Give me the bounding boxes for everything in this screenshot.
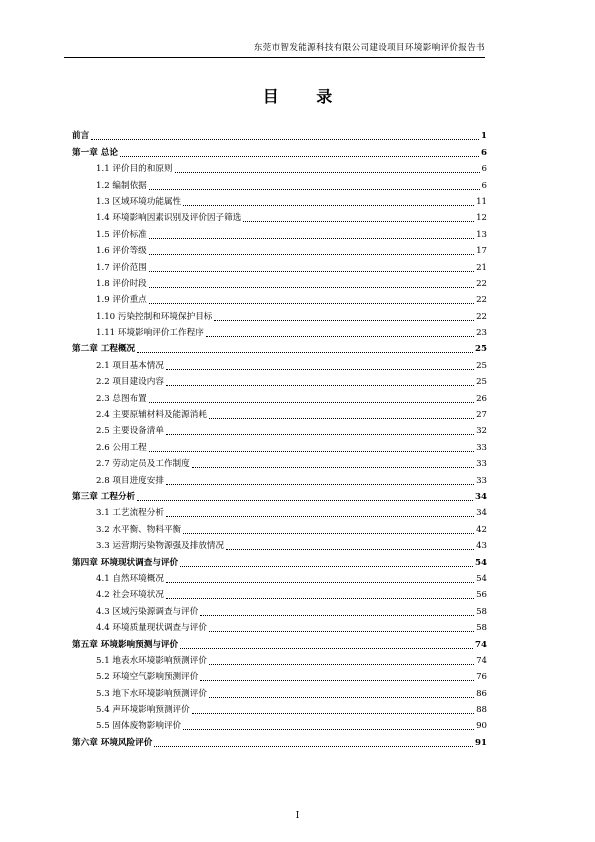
toc-entry-page: 54 bbox=[475, 557, 487, 568]
toc-entry-page: 86 bbox=[476, 688, 487, 699]
toc-entry[interactable] bbox=[72, 683, 487, 699]
toc-entry[interactable] bbox=[72, 716, 487, 732]
toc-entry-page: 1 bbox=[481, 131, 487, 142]
dot-leader bbox=[149, 402, 474, 403]
toc-entry-label: 1.7 评价范围 bbox=[96, 262, 147, 273]
dot-leader bbox=[206, 336, 474, 337]
toc-entry-label: 4.2 社会环境状况 bbox=[96, 590, 164, 601]
toc-entry-label: 1.11 环境影响评价工作程序 bbox=[96, 328, 204, 339]
toc-entry[interactable] bbox=[72, 618, 487, 634]
toc-entry-page: 17 bbox=[476, 246, 487, 257]
toc-entry[interactable] bbox=[72, 667, 487, 683]
toc-entry-label: 2.4 主要原辅材料及能源消耗 bbox=[96, 410, 207, 421]
toc-entry-page: 88 bbox=[476, 705, 487, 716]
toc-entry-page: 6 bbox=[481, 180, 487, 191]
dot-leader bbox=[200, 615, 474, 616]
toc-entry-page: 22 bbox=[476, 311, 487, 322]
toc-entry-page: 26 bbox=[476, 393, 487, 404]
toc-entry[interactable] bbox=[72, 601, 487, 617]
dot-leader bbox=[137, 352, 473, 353]
toc-entry[interactable] bbox=[72, 159, 487, 175]
dot-leader bbox=[149, 287, 474, 288]
dot-leader bbox=[149, 189, 480, 190]
toc-entry-page: 23 bbox=[476, 328, 487, 339]
toc-entry-page: 43 bbox=[476, 541, 487, 552]
toc-entry-label: 第二章 工程概况 bbox=[72, 344, 136, 355]
dot-leader bbox=[175, 172, 480, 173]
toc-entry[interactable] bbox=[72, 355, 487, 371]
toc-entry[interactable] bbox=[72, 421, 487, 437]
toc-entry[interactable] bbox=[72, 651, 487, 667]
toc-entry-label: 2.5 主要设备清单 bbox=[96, 426, 164, 437]
toc-entry-page: 6 bbox=[481, 164, 487, 175]
toc-entry-page: 58 bbox=[476, 623, 487, 634]
toc-entry-page: 32 bbox=[476, 426, 487, 437]
dot-leader bbox=[149, 451, 474, 452]
toc-entry-label: 5.3 地下水环境影响预测评价 bbox=[96, 688, 207, 699]
dot-leader bbox=[166, 516, 474, 517]
toc-entry[interactable] bbox=[72, 126, 487, 142]
toc-entry-label: 1.8 评价时段 bbox=[96, 278, 147, 289]
dot-leader bbox=[180, 566, 473, 567]
dot-leader bbox=[149, 271, 474, 272]
toc-entry-page: 33 bbox=[476, 442, 487, 453]
toc-entry[interactable] bbox=[72, 634, 487, 650]
dot-leader bbox=[183, 533, 474, 534]
toc-entry-page: 33 bbox=[476, 459, 487, 470]
toc-entry-label: 1.3 区域环境功能属性 bbox=[96, 196, 182, 207]
toc-entry-label: 前言 bbox=[72, 131, 90, 142]
toc-entry[interactable] bbox=[72, 257, 487, 273]
dot-leader bbox=[166, 369, 474, 370]
toc-entry[interactable] bbox=[72, 274, 487, 290]
dot-leader bbox=[192, 713, 474, 714]
toc-entry[interactable] bbox=[72, 290, 487, 306]
toc-entry[interactable] bbox=[72, 388, 487, 404]
toc-entry-page: 33 bbox=[476, 475, 487, 486]
toc-entry-label: 1.5 评价标准 bbox=[96, 229, 147, 240]
toc-entry-label: 第五章 环境影响预测与评价 bbox=[72, 639, 179, 650]
toc-entry-page: 21 bbox=[476, 262, 487, 273]
toc-entry-page: 6 bbox=[481, 147, 487, 158]
toc-entry[interactable] bbox=[72, 503, 487, 519]
toc-entry[interactable] bbox=[72, 208, 487, 224]
toc-entry[interactable] bbox=[72, 224, 487, 240]
toc-entry-page: 27 bbox=[476, 410, 487, 421]
dot-leader bbox=[209, 664, 474, 665]
dot-leader bbox=[209, 631, 474, 632]
toc-entry-page: 22 bbox=[476, 295, 487, 306]
toc-entry-page: 42 bbox=[476, 524, 487, 535]
dot-leader bbox=[183, 205, 474, 206]
toc-entry[interactable] bbox=[72, 142, 487, 158]
toc-entry[interactable] bbox=[72, 700, 487, 716]
toc-entry[interactable] bbox=[72, 339, 487, 355]
toc-entry-page: 74 bbox=[476, 655, 487, 666]
page-header bbox=[64, 41, 485, 58]
dot-leader bbox=[137, 500, 473, 501]
toc-entry-page: 25 bbox=[475, 344, 487, 355]
toc-entry-label: 1.2 编制依据 bbox=[96, 180, 147, 191]
toc-entry-page: 25 bbox=[476, 377, 487, 388]
toc-entry-page: 56 bbox=[476, 590, 487, 601]
toc-entry-label: 5.5 固体废物影响评价 bbox=[96, 721, 182, 732]
toc-entry-page: 54 bbox=[476, 573, 487, 584]
dot-leader bbox=[166, 434, 474, 435]
toc-entry-label: 1.4 环境影响因素识别及评价因子筛选 bbox=[96, 213, 242, 224]
dot-leader bbox=[149, 238, 474, 239]
toc-entry-label: 第四章 环境现状调查与评价 bbox=[72, 557, 179, 568]
table-of-contents bbox=[72, 126, 487, 749]
toc-entry[interactable] bbox=[72, 454, 487, 470]
dot-leader bbox=[209, 697, 474, 698]
toc-entry[interactable] bbox=[72, 405, 487, 421]
toc-entry[interactable] bbox=[72, 585, 487, 601]
toc-entry-page: 34 bbox=[476, 508, 487, 519]
toc-entry[interactable] bbox=[72, 437, 487, 453]
toc-entry-label: 第三章 工程分析 bbox=[72, 491, 136, 502]
toc-title: 目 录 bbox=[262, 87, 349, 106]
toc-entry-page: 76 bbox=[476, 672, 487, 683]
toc-entry[interactable] bbox=[72, 552, 487, 568]
toc-entry-page: 13 bbox=[476, 229, 487, 240]
toc-entry[interactable] bbox=[72, 306, 487, 322]
toc-entry-page: 90 bbox=[476, 721, 487, 732]
toc-entry-label: 2.3 总图布置 bbox=[96, 393, 147, 404]
toc-entry-label: 5.4 声环境影响预测评价 bbox=[96, 705, 190, 716]
toc-entry-label: 1.9 评价重点 bbox=[96, 295, 147, 306]
dot-leader bbox=[214, 320, 474, 321]
dot-leader bbox=[149, 254, 474, 255]
toc-entry-page: 34 bbox=[475, 491, 487, 502]
dot-leader bbox=[243, 221, 474, 222]
toc-entry-label: 4.3 区域污染源调查与评价 bbox=[96, 606, 199, 617]
toc-entry[interactable] bbox=[72, 569, 487, 585]
dot-leader bbox=[120, 156, 479, 157]
toc-entry[interactable] bbox=[72, 519, 487, 535]
page-number: I bbox=[295, 811, 300, 821]
toc-entry[interactable] bbox=[72, 536, 487, 552]
toc-entry-label: 2.7 劳动定员及工作制度 bbox=[96, 459, 190, 470]
toc-entry[interactable] bbox=[72, 241, 487, 257]
toc-entry-page: 58 bbox=[476, 606, 487, 617]
toc-entry-page: 74 bbox=[475, 639, 487, 650]
toc-entry[interactable] bbox=[72, 175, 487, 191]
toc-entry-label: 4.4 环境质量现状调查与评价 bbox=[96, 623, 207, 634]
toc-entry-label: 2.2 项目建设内容 bbox=[96, 377, 164, 388]
dot-leader bbox=[192, 467, 474, 468]
toc-entry-label: 第一章 总论 bbox=[72, 147, 118, 158]
toc-entry-label: 3.1 工艺流程分析 bbox=[96, 508, 164, 519]
dot-leader bbox=[200, 680, 474, 681]
toc-entry-label: 1.1 评价目的和原则 bbox=[96, 164, 173, 175]
dot-leader bbox=[166, 598, 474, 599]
toc-entry[interactable] bbox=[72, 470, 487, 486]
toc-entry-label: 1.6 评价等级 bbox=[96, 246, 147, 257]
toc-entry-page: 12 bbox=[476, 213, 487, 224]
toc-entry-label: 5.2 环境空气影响预测评价 bbox=[96, 672, 199, 683]
toc-entry-label: 3.2 水平衡、物料平衡 bbox=[96, 524, 182, 535]
dot-leader bbox=[183, 729, 474, 730]
toc-entry-label: 2.8 项目进度安排 bbox=[96, 475, 164, 486]
header-text: 东莞市智发能源科技有限公司建设项目环境影响评价报告书 bbox=[253, 43, 485, 53]
toc-entry-label: 4.1 自然环境概况 bbox=[96, 573, 164, 584]
toc-entry-page: 91 bbox=[475, 737, 487, 748]
toc-entry-page: 22 bbox=[476, 278, 487, 289]
toc-entry-label: 2.6 公用工程 bbox=[96, 442, 147, 453]
toc-entry-label: 第六章 环境风险评价 bbox=[72, 737, 153, 748]
dot-leader bbox=[180, 648, 473, 649]
toc-entry-label: 1.10 污染控制和环境保护目标 bbox=[96, 311, 213, 322]
dot-leader bbox=[209, 418, 474, 419]
dot-leader bbox=[166, 582, 474, 583]
dot-leader bbox=[154, 746, 473, 747]
toc-entry[interactable] bbox=[72, 323, 487, 339]
toc-entry[interactable] bbox=[72, 732, 487, 748]
toc-entry[interactable] bbox=[72, 372, 487, 388]
dot-leader bbox=[166, 385, 474, 386]
dot-leader bbox=[166, 484, 474, 485]
toc-entry-page: 11 bbox=[476, 196, 487, 207]
toc-entry[interactable] bbox=[72, 192, 487, 208]
toc-entry-page: 25 bbox=[476, 360, 487, 371]
toc-entry-label: 2.1 项目基本情况 bbox=[96, 360, 164, 371]
dot-leader bbox=[149, 303, 474, 304]
toc-entry[interactable] bbox=[72, 487, 487, 503]
toc-entry-label: 5.1 地表水环境影响预测评价 bbox=[96, 655, 207, 666]
dot-leader bbox=[226, 549, 474, 550]
dot-leader bbox=[91, 139, 479, 140]
toc-entry-label: 3.3 运营期污染物源强及排放情况 bbox=[96, 541, 225, 552]
